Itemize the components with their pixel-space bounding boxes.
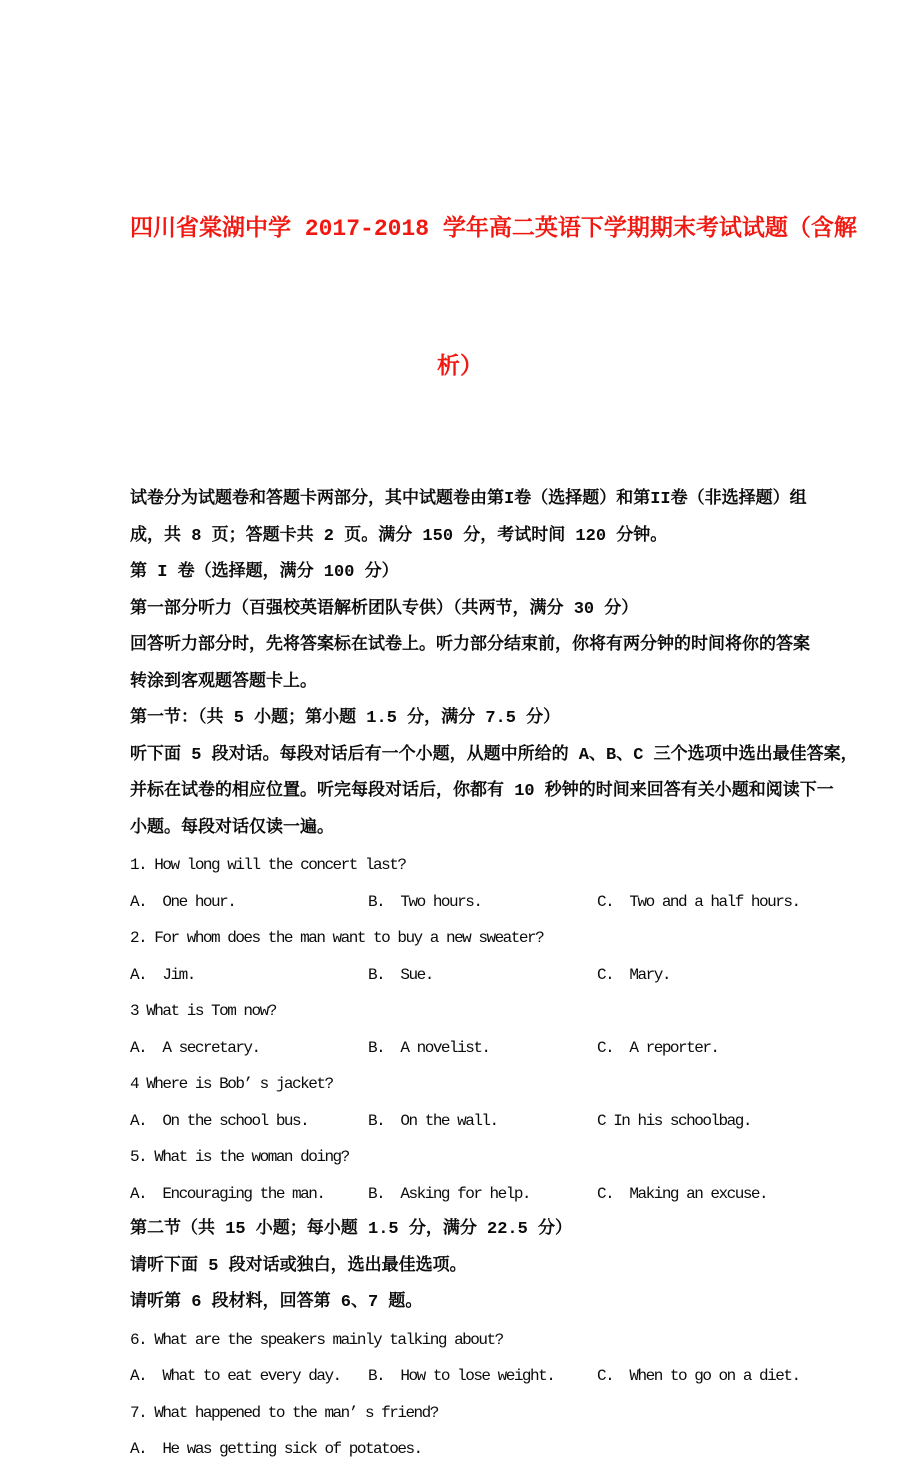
question-3-option-b: B. A novelist. (368, 1038, 490, 1057)
question-4: 4 Where is Bob’ s jacket? (130, 1075, 333, 1093)
question-2-options (130, 957, 800, 994)
question-1-options (130, 884, 800, 921)
instructions-line: 听下面 5 段对话。每段对话后有一个小题，从题中所给的 A、B、C 三个选项中选出最佳答案， (130, 745, 858, 765)
question-2-option-c: C. Mary. (597, 965, 670, 984)
section-heading-part-1-listening: 第一部分听力（百强校英语解析团队专供）（共两节，满分 30 分） (130, 599, 639, 619)
question-7-option-a: A. He was getting sick of potatoes. (130, 1440, 422, 1458)
paragraph-line: 回答听力部分时，先将答案标在试卷上。听力部分结束前，你将有两分钟的时间将你的答案 (130, 636, 810, 655)
instructions-line: 请听下面 5 段对话或独白，选出最佳选项。 (130, 1256, 467, 1276)
document-title-line-1: 四川省棠湖中学 2017-2018 学年高二英语下学期期末考试试题（含解 (130, 216, 857, 242)
question-2: 2. For whom does the man want to buy a new sweater? (130, 929, 544, 947)
question-3-options (130, 1030, 800, 1067)
paragraph-line: 成，共 8 页；答题卡共 2 页。满分 150 分，考试时间 120 分钟。 (130, 526, 668, 546)
question-5-option-c: C. Making an excuse. (597, 1184, 768, 1203)
question-3-option-c: C. A reporter. (597, 1038, 719, 1057)
section-heading-part-1-section-2: 第二节（共 15 小题；每小题 1.5 分，满分 22.5 分） (130, 1220, 573, 1239)
question-3: 3 What is Tom now? (130, 1002, 276, 1020)
question-4-options (130, 1103, 800, 1140)
question-1: 1. How long will the concert last? (130, 856, 406, 874)
question-6: 6. What are the speakers mainly talking about? (130, 1330, 503, 1349)
question-7: 7. What happened to the man’ s friend? (130, 1403, 438, 1422)
question-5-option-a: A. Encouraging the man. (130, 1184, 325, 1203)
question-6-option-b: B. How to lose weight. (368, 1367, 555, 1385)
question-6-option-a: A. What to eat every day. (130, 1367, 341, 1385)
question-6-options (130, 1358, 800, 1395)
instructions-line: 小题。每段对话仅读一遍。 (130, 818, 334, 838)
paragraph-line: 转涂到客观题答题卡上。 (130, 672, 317, 692)
instructions-material-6: 请听第 6 段材料，回答第 6、7 题。 (130, 1293, 423, 1312)
document-title (130, 114, 857, 482)
document-body (130, 482, 858, 1468)
question-4-option-b: B. On the wall. (368, 1111, 498, 1130)
question-2-option-b: B. Sue. (368, 965, 433, 984)
question-4-option-c: C In his schoolbag. (597, 1111, 751, 1130)
question-2-option-a: A. Jim. (130, 965, 195, 984)
question-5-options (130, 1176, 800, 1213)
instructions-line: 并标在试卷的相应位置。听完每段对话后，你都有 10 秒钟的时间来回答有关小题和阅读下一 (130, 782, 834, 801)
question-5-option-b: B. Asking for help. (368, 1184, 531, 1203)
question-1-option-c: C. Two and a half hours. (597, 892, 800, 911)
section-heading-part-1-section-1: 第一节：（共 5 小题；第小题 1.5 分，满分 7.5 分） (130, 709, 561, 728)
paragraph-line: 试卷分为试题卷和答题卡两部分，其中试题卷由第I卷（选择题）和第II卷（非选择题）组 (130, 490, 807, 509)
question-1-option-b: B. Two hours. (368, 892, 482, 911)
question-4-option-a: A. On the school bus. (130, 1111, 309, 1130)
question-6-option-c: C. When to go on a diet. (597, 1367, 800, 1385)
question-3-option-a: A. A secretary. (130, 1038, 260, 1057)
section-heading-volume-1: 第 I 卷（选择题，满分 100 分） (130, 563, 399, 582)
document-title-line-2: 析） (437, 354, 483, 380)
question-1-option-a: A. One hour. (130, 892, 236, 911)
question-5: 5. What is the woman doing? (130, 1148, 349, 1166)
